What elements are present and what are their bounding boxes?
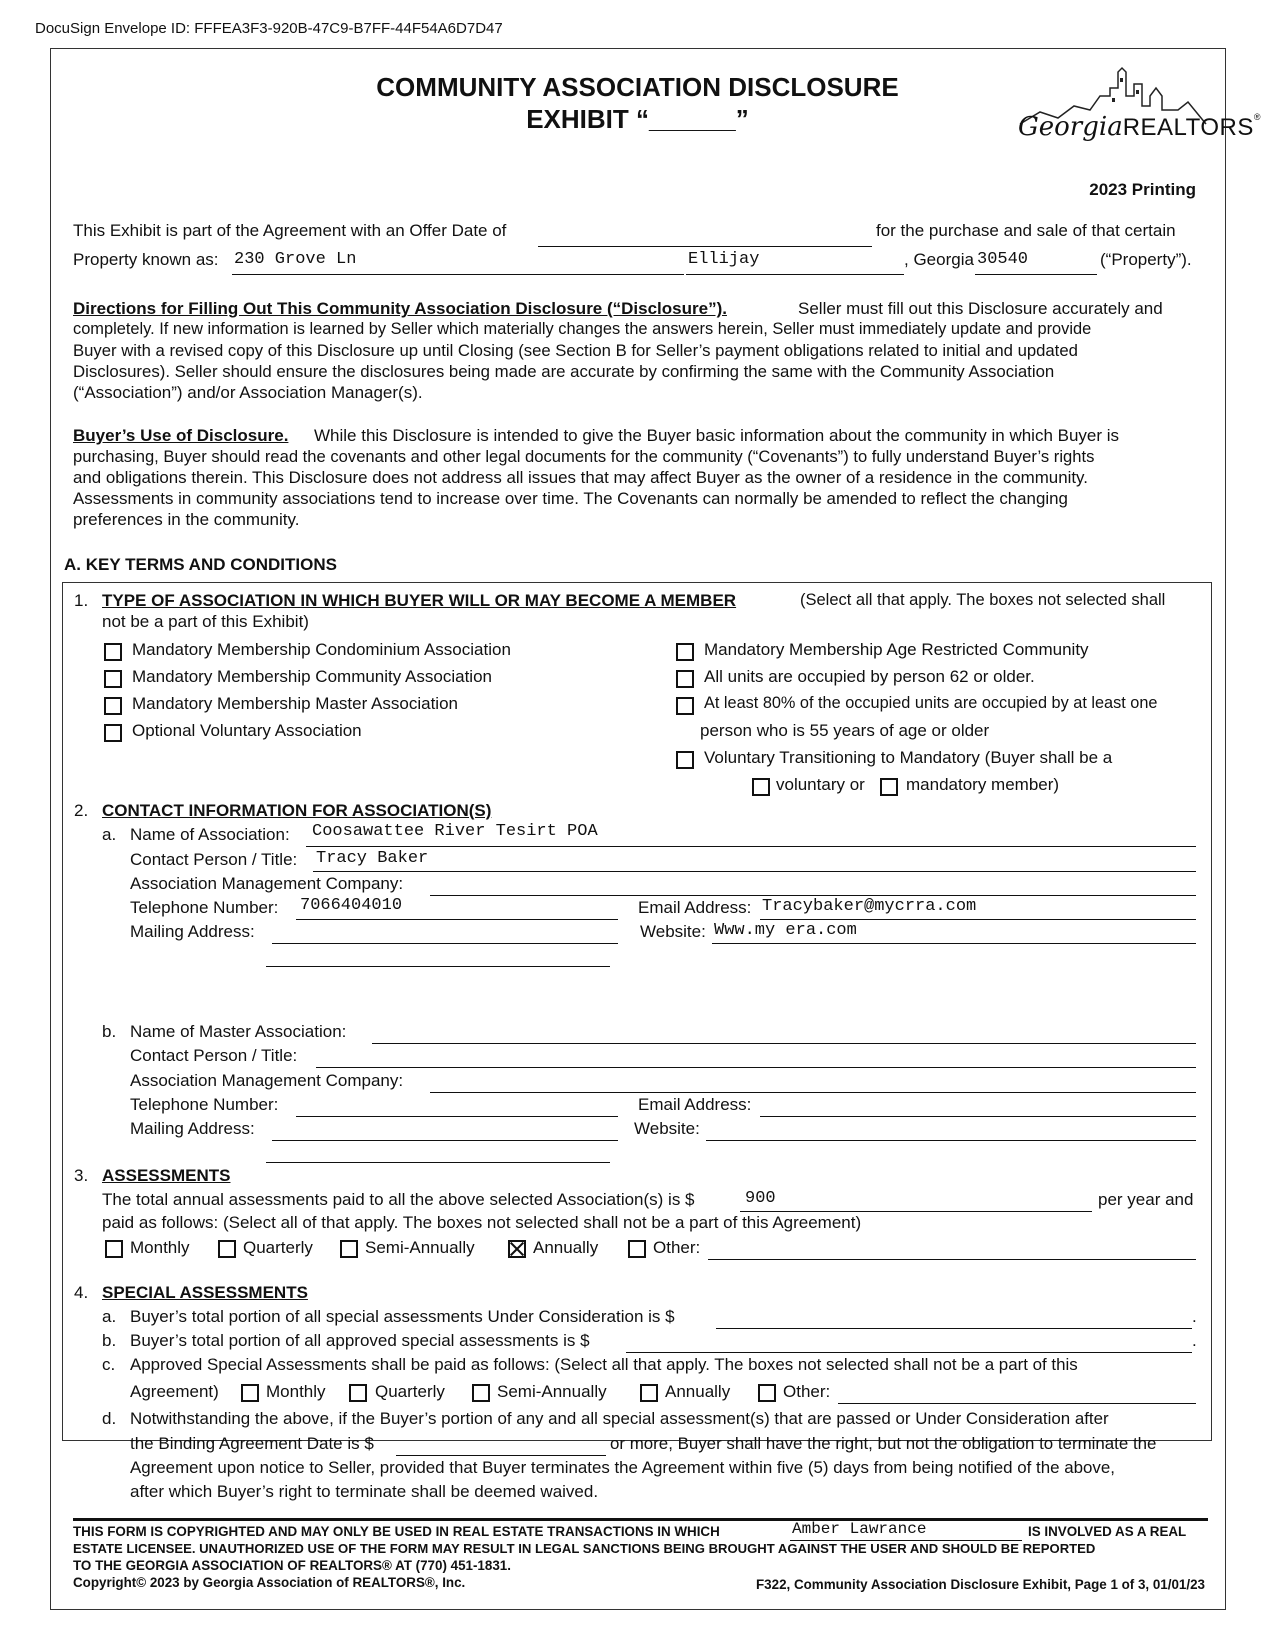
directions-line2: completely. If new information is learned by Seller which materially changes the answers herein, Seller must immediately update and provide bbox=[73, 320, 1092, 338]
assess-quarterly-label: Quarterly bbox=[243, 1238, 313, 1257]
age-55-label: At least 80% of the occupied units are occupied by at least one bbox=[704, 694, 1158, 712]
footer-rule bbox=[73, 1518, 1208, 1521]
special-other-field[interactable] bbox=[838, 1403, 1196, 1404]
mailing-address-line2[interactable] bbox=[266, 966, 610, 967]
association-name-field[interactable]: Coosawattee River Tesirt POA bbox=[312, 822, 598, 841]
assess-annually-label: Annually bbox=[533, 1238, 599, 1257]
item4-title: SPECIAL ASSESSMENTS bbox=[102, 1283, 308, 1302]
mandatory-member-label: mandatory member) bbox=[906, 775, 1060, 794]
property-label: Property known as: bbox=[73, 250, 219, 269]
directions-line1: Seller must fill out this Disclosure accurately and bbox=[798, 299, 1163, 318]
email-field[interactable]: Tracybaker@mycrra.com bbox=[762, 897, 977, 916]
item4d-line1: Notwithstanding the above, if the Buyer’s portion of any and all special assessment(s) that are passed or Under Consideration after bbox=[130, 1409, 1109, 1428]
master-phone-field[interactable] bbox=[296, 1116, 618, 1117]
property-address-field[interactable]: 230 Grove Ln bbox=[234, 250, 357, 269]
item2b-marker: b. bbox=[102, 1022, 117, 1041]
state-label: , Georgia bbox=[904, 250, 974, 269]
special-monthly-label: Monthly bbox=[266, 1382, 326, 1401]
buyers-use-line1: While this Disclosure is intended to give the Buyer basic information about the community in which Buyer is bbox=[314, 426, 1120, 445]
item4d-line2-pre: the Binding Agreement Date is $ bbox=[130, 1434, 374, 1453]
special-under-consideration-field[interactable] bbox=[716, 1328, 1192, 1329]
item4d-line2-post: or more, Buyer shall have the right, but not the obligation to terminate the bbox=[610, 1434, 1157, 1453]
item1-title: TYPE OF ASSOCIATION IN WHICH BUYER WILL OR MAY BECOME A MEMBER bbox=[102, 591, 737, 610]
master-association-label: Mandatory Membership Master Association bbox=[132, 694, 458, 713]
special-annually-label: Annually bbox=[665, 1382, 731, 1401]
voluntary-transitioning-label: Voluntary Transitioning to Mandatory (Buyer shall be a bbox=[704, 748, 1113, 767]
item4c-line1: Approved Special Assessments shall be paid as follows: (Select all that apply. The boxes not selected shall not be a part of this bbox=[130, 1355, 1078, 1374]
special-other-checkbox[interactable] bbox=[758, 1384, 776, 1402]
voluntary-transitioning-checkbox[interactable] bbox=[676, 751, 694, 769]
special-monthly-checkbox[interactable] bbox=[241, 1384, 259, 1402]
item4-number: 4. bbox=[74, 1283, 89, 1302]
intro-line1-pre: This Exhibit is part of the Agreement with an Offer Date of bbox=[73, 221, 507, 240]
voluntary-member-label: voluntary or bbox=[776, 775, 865, 794]
item1-note-line2: not be a part of this Exhibit) bbox=[102, 612, 309, 631]
item4d-line3: Agreement upon notice to Seller, provided that Buyer terminates the Agreement within five (5) days from being notified of the above, bbox=[130, 1458, 1115, 1477]
intro-line1-post: for the purchase and sale of that certain bbox=[876, 221, 1176, 240]
item4d-line4: after which Buyer’s right to terminate shall be deemed waived. bbox=[130, 1482, 599, 1501]
georgia-realtors-logo: GeorgiaREALTORS® bbox=[1010, 66, 1210, 162]
master-mailing-label: Mailing Address: bbox=[130, 1119, 255, 1138]
assessment-line1-post: per year and bbox=[1098, 1190, 1194, 1209]
item4d-marker: d. bbox=[102, 1409, 117, 1428]
buyers-use-line3: and obligations therein. This Disclosure does not address all issues that may affect Buyer as the owner of a residence in the community. bbox=[73, 468, 1088, 487]
assessment-line1-pre: The total annual assessments paid to all the above selected Association(s) is $ bbox=[102, 1190, 695, 1209]
item4b-text: Buyer’s total portion of all approved special assessments is $ bbox=[130, 1331, 590, 1350]
email-line bbox=[760, 919, 1196, 920]
assess-quarterly-checkbox[interactable] bbox=[218, 1240, 236, 1258]
assess-other-checkbox[interactable] bbox=[628, 1240, 646, 1258]
item4c-marker: c. bbox=[102, 1355, 116, 1374]
property-suffix: (“Property”). bbox=[1100, 250, 1192, 269]
logo-georgia-text: Georgia bbox=[1018, 112, 1123, 142]
footer-form-id: F322, Community Association Disclosure Exhibit, Page 1 of 3, 01/01/23 bbox=[756, 1577, 1205, 1592]
section-a-heading: A. KEY TERMS AND CONDITIONS bbox=[64, 555, 337, 574]
directions-line3: Buyer with a revised copy of this Disclosure up until Closing (see Section B for Seller’s payment obligations related to initial and updated bbox=[73, 341, 1078, 360]
age-55-checkbox[interactable] bbox=[676, 697, 694, 715]
city-field[interactable]: Ellijay bbox=[688, 250, 760, 269]
master-contact-label: Contact Person / Title: bbox=[130, 1046, 298, 1065]
form-title-line2: EXHIBIT “______” bbox=[526, 104, 749, 134]
special-quarterly-checkbox[interactable] bbox=[349, 1384, 367, 1402]
optional-voluntary-checkbox[interactable] bbox=[104, 724, 122, 742]
mailing-address-label: Mailing Address: bbox=[130, 922, 255, 941]
item3-title: ASSESSMENTS bbox=[102, 1166, 231, 1185]
item2-title: CONTACT INFORMATION FOR ASSOCIATION(S) bbox=[102, 801, 492, 820]
master-website-label: Website: bbox=[634, 1119, 700, 1138]
master-website-field[interactable] bbox=[706, 1140, 1196, 1141]
item4a-text: Buyer’s total portion of all special assessments Under Consideration is $ bbox=[130, 1307, 675, 1326]
community-association-checkbox[interactable] bbox=[104, 670, 122, 688]
form-title-line1: COMMUNITY ASSOCIATION DISCLOSURE bbox=[376, 72, 899, 102]
mgmt-company-field[interactable] bbox=[430, 895, 1196, 896]
special-quarterly-label: Quarterly bbox=[375, 1382, 445, 1401]
footer-line3: TO THE GEORGIA ASSOCIATION OF REALTORS® AT (770) 451-1831. bbox=[73, 1558, 511, 1573]
website-field[interactable]: Www.my era.com bbox=[714, 921, 857, 940]
footer-line1-post: IS INVOLVED AS A REAL bbox=[1028, 1524, 1187, 1539]
master-association-checkbox[interactable] bbox=[104, 697, 122, 715]
termination-threshold-field[interactable] bbox=[396, 1455, 606, 1456]
contact-person-line bbox=[313, 871, 1196, 872]
assess-other-label: Other: bbox=[653, 1238, 701, 1257]
footer-copyright: Copyright© 2023 by Georgia Association of REALTORS®, Inc. bbox=[73, 1575, 466, 1590]
email-label: Email Address: bbox=[638, 898, 752, 917]
mgmt-company-label: Association Management Company: bbox=[130, 874, 404, 893]
special-approved-field[interactable] bbox=[626, 1352, 1192, 1353]
age-62-checkbox[interactable] bbox=[676, 670, 694, 688]
age-restricted-label: Mandatory Membership Age Restricted Community bbox=[704, 640, 1089, 659]
phone-line bbox=[296, 919, 618, 920]
master-mgmt-label: Association Management Company: bbox=[130, 1071, 404, 1090]
master-email-label: Email Address: bbox=[638, 1095, 752, 1114]
offer-date-field[interactable] bbox=[538, 246, 872, 247]
age-55-continuation: person who is 55 years of age or older bbox=[700, 721, 990, 740]
assess-annually-checkbox[interactable] bbox=[508, 1240, 526, 1258]
directions-line4: Disclosures). Seller should ensure the disclosures being made are accurate by confirming the same with the Community Association bbox=[73, 362, 1055, 381]
contact-person-field[interactable]: Tracy Baker bbox=[316, 849, 429, 868]
footer-line2: ESTATE LICENSEE. UNAUTHORIZED USE OF THE FORM MAY RESULT IN LEGAL SANCTIONS BEING BROUGHT AGAINST THE USER AND SHOULD BE REPORTED bbox=[73, 1541, 1096, 1556]
age-restricted-checkbox[interactable] bbox=[676, 643, 694, 661]
zip-field[interactable]: 30540 bbox=[977, 250, 1029, 269]
item1-note-line1: (Select all that apply. The boxes not selected shall bbox=[800, 591, 1166, 609]
assess-other-field[interactable] bbox=[708, 1259, 1196, 1260]
special-annually-checkbox[interactable] bbox=[640, 1384, 658, 1402]
logo-realtors-text: REALTORS bbox=[1122, 114, 1254, 141]
assess-monthly-checkbox[interactable] bbox=[105, 1240, 123, 1258]
master-phone-label: Telephone Number: bbox=[130, 1095, 279, 1114]
printing-label: 2023 Printing bbox=[1089, 180, 1196, 199]
assessment-amount-field[interactable]: 900 bbox=[745, 1189, 776, 1208]
buyers-use-line4: Assessments in community associations tend to increase over time. The Covenants can normally be amended to reflect the changing bbox=[73, 489, 1068, 508]
age-62-label: All units are occupied by person 62 or older. bbox=[704, 667, 1035, 686]
buyers-use-heading: Buyer’s Use of Disclosure. bbox=[73, 426, 289, 445]
master-contact-field[interactable] bbox=[316, 1067, 1196, 1068]
licensee-field[interactable]: Amber Lawrance bbox=[792, 1520, 927, 1538]
master-email-field[interactable] bbox=[760, 1116, 1196, 1117]
condo-association-checkbox[interactable] bbox=[104, 643, 122, 661]
master-mailing-line2[interactable] bbox=[266, 1162, 610, 1163]
assessment-amount-line bbox=[740, 1211, 1092, 1212]
item1-number: 1. bbox=[74, 591, 89, 610]
mandatory-member-checkbox[interactable] bbox=[880, 778, 898, 796]
special-semiannual-label: Semi-Annually bbox=[497, 1382, 607, 1401]
item4a-marker: a. bbox=[102, 1307, 117, 1326]
item4b-marker: b. bbox=[102, 1331, 117, 1350]
city-line bbox=[686, 274, 904, 275]
mailing-address-field[interactable] bbox=[272, 943, 618, 944]
association-name-line bbox=[306, 846, 1196, 847]
master-mgmt-field[interactable] bbox=[430, 1092, 1196, 1093]
community-association-label: Mandatory Membership Community Association bbox=[132, 667, 492, 686]
buyers-use-line2: purchasing, Buyer should read the covenants and other legal documents for the community (“Covenants”) to fully understand Buyer’s rights bbox=[73, 447, 1095, 466]
special-semiannual-checkbox[interactable] bbox=[472, 1384, 490, 1402]
contact-person-label: Contact Person / Title: bbox=[130, 850, 298, 869]
master-association-name-field[interactable] bbox=[372, 1043, 1196, 1044]
assessment-line2: paid as follows: (Select all of that apply. The boxes not selected shall not be a part of this Agreement) bbox=[102, 1213, 862, 1232]
item4b-period: . bbox=[1192, 1331, 1197, 1350]
assess-semiannual-label: Semi-Annually bbox=[365, 1238, 475, 1257]
voluntary-member-checkbox[interactable] bbox=[752, 778, 770, 796]
special-other-label: Other: bbox=[783, 1382, 831, 1401]
item4c-line2: Agreement) bbox=[130, 1382, 219, 1401]
item3-number: 3. bbox=[74, 1166, 89, 1185]
item4a-period: . bbox=[1192, 1307, 1197, 1326]
buyers-use-line5: preferences in the community. bbox=[73, 510, 300, 529]
item2a-marker: a. bbox=[102, 825, 117, 844]
phone-field[interactable]: 7066404010 bbox=[300, 896, 403, 915]
envelope-id: DocuSign Envelope ID: FFFEA3F3-920B-47C9-B7FF-44F54A6D7D47 bbox=[35, 20, 503, 37]
zip-line bbox=[975, 274, 1097, 275]
condo-association-label: Mandatory Membership Condominium Association bbox=[132, 640, 511, 659]
item2-number: 2. bbox=[74, 801, 89, 820]
website-line bbox=[712, 943, 1196, 944]
master-mailing-field[interactable] bbox=[272, 1140, 618, 1141]
assess-semiannual-checkbox[interactable] bbox=[340, 1240, 358, 1258]
optional-voluntary-label: Optional Voluntary Association bbox=[132, 721, 362, 740]
website-label: Website: bbox=[640, 922, 706, 941]
property-address-line bbox=[232, 274, 684, 275]
directions-line5: (“Association”) and/or Association Manager(s). bbox=[73, 383, 423, 402]
association-name-label: Name of Association: bbox=[130, 825, 290, 844]
phone-label: Telephone Number: bbox=[130, 898, 279, 917]
footer-line1-pre: THIS FORM IS COPYRIGHTED AND MAY ONLY BE USED IN REAL ESTATE TRANSACTIONS IN WHICH bbox=[73, 1524, 720, 1539]
assess-monthly-label: Monthly bbox=[130, 1238, 190, 1257]
master-association-name-label: Name of Master Association: bbox=[130, 1022, 347, 1041]
directions-heading: Directions for Filling Out This Community Association Disclosure (“Disclosure”). bbox=[73, 299, 727, 318]
